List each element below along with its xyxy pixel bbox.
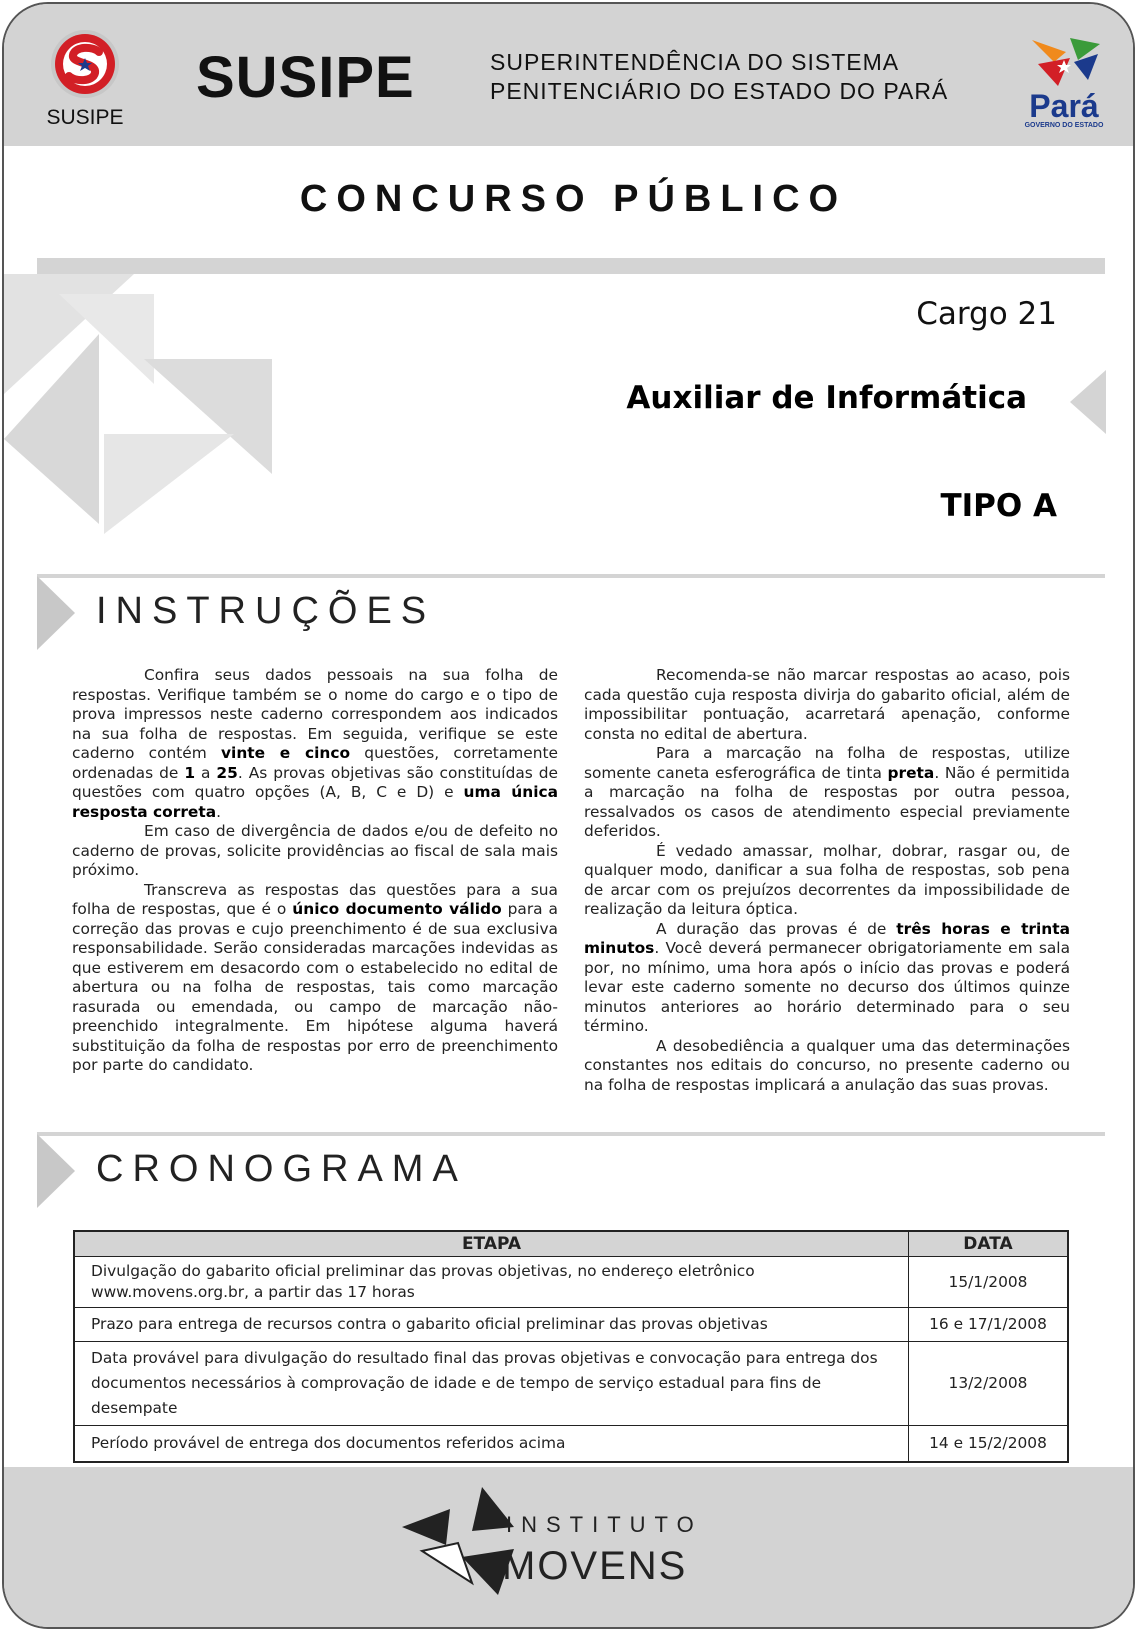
table-row [74, 1308, 1068, 1342]
table-row [74, 1257, 1068, 1308]
instructions-arrow-icon [37, 576, 77, 650]
brand-subtitle [490, 48, 948, 106]
data-cell: 15/1/2008 [909, 1257, 1069, 1308]
instruction-paragraph: Confira seus dados pessoais na sua folha de respostas. Verifique também se o nome do cargo e o tipo de prova impressos neste caderno correspondem aos indicados na sua folha de respostas. Em seguida, verifique se este caderno contém vinte e cinco questões, corretamente ordenadas de 1 a 25. As provas objetivas são constituídas de questões com quatro opções (A, B, C e D) e uma única resposta correta. [72, 666, 559, 821]
instruction-paragraph: Para a marcação na folha de respostas, utilize somente caneta esferográfica de tinta preta. Não é permitida a marcação na folha de respostas por outra pessoa, ressalvados os casos de atendimento especial previamente deferidos. [584, 744, 1070, 840]
footer-band [4, 1467, 1133, 1627]
etapa-cell: Período provável de entrega dos documentos referidos acima [74, 1426, 909, 1462]
subtitle-line-2: PENITENCIÁRIO DO ESTADO DO PARÁ [490, 78, 949, 104]
schedule-table [73, 1230, 1069, 1463]
cronograma-arrow-icon [37, 1134, 77, 1208]
column-header-etapa: ETAPA [74, 1231, 909, 1257]
data-cell: 13/2/2008 [909, 1342, 1069, 1426]
cargo-number: Cargo 21 [916, 296, 1057, 332]
para-logo [1014, 30, 1114, 130]
cargo-name: Auxiliar de Informática [626, 380, 1027, 416]
subtitle-line-1: SUPERINTENDÊNCIA DO SISTEMA [490, 49, 900, 75]
exam-type: TIPO A [940, 488, 1057, 524]
para-flag-icon [1014, 30, 1114, 90]
page-frame [2, 2, 1135, 1629]
logo-text-movens: MOVENS [502, 1544, 688, 1588]
data-cell: 14 e 15/2/2008 [909, 1426, 1069, 1462]
header-band [4, 4, 1133, 146]
page-title: CONCURSO PÚBLICO [299, 178, 848, 220]
table-row [74, 1342, 1068, 1426]
instructions-left-column [72, 666, 558, 1076]
decorative-pinwheel-icon [4, 274, 304, 544]
column-header-data: DATA [909, 1231, 1069, 1257]
title-divider [37, 258, 1105, 274]
instructions-divider [37, 574, 1105, 578]
etapa-cell: Prazo para entrega de recursos contra o gabarito oficial preliminar das provas objetivas [74, 1308, 909, 1342]
brand-name: SUSIPE [196, 45, 415, 110]
instituto-movens-logo [402, 1487, 722, 1597]
susipe-logo [37, 26, 133, 130]
instruction-paragraph: Transcreva as respostas das questões para a sua folha de respostas, que é o único documento válido para a correção das provas e cujo preenchimento é de sua exclusiva responsabilidade. Serão consideradas marcações indevidas as que estiverem em desacordo com o estabelecido no edital de abertura ou na folha de respostas, tais como marcação rasurada ou emendada, ou campo de marcação não-preenchido integralmente. Em hipótese alguma haverá substituição da folha de respostas por erro de preenchimento por parte do candidato. [72, 880, 558, 1074]
data-cell: 16 e 17/1/2008 [909, 1308, 1069, 1342]
para-logo-label: Pará [1029, 88, 1099, 124]
schedule-header-row [74, 1231, 1068, 1257]
instruction-paragraph: A duração das provas é de três horas e trinta minutos. Você deverá permanecer obrigatoriamente em sala por, no mínimo, uma hora após o início das provas e poderá levar este caderno somente no decurso dos últimos quinze minutos anteriores ao horário determinado para o seu término. [584, 919, 1070, 1035]
instruction-paragraph: Em caso de divergência de dados e/ou de defeito no caderno de provas, solicite providências ao fiscal de sala mais próximo. [72, 822, 558, 879]
instructions-heading: INSTRUÇÕES [96, 590, 436, 632]
cronograma-divider [37, 1132, 1105, 1136]
susipe-logo-label: SUSIPE [46, 106, 124, 129]
instruction-paragraph: É vedado amassar, molhar, dobrar, rasgar ou, de qualquer modo, danificar a sua folha de respostas, sob pena de arcar com os prejuízos decorrentes da impossibilidade de realização da leitura óptica. [584, 841, 1070, 918]
instruction-paragraph: A desobediência a qualquer uma das determinações constantes nos editais do concurso, no presente caderno ou na folha de respostas implicará a anulação das suas provas. [584, 1036, 1070, 1094]
cargo-arrow-icon [1070, 370, 1106, 434]
table-row [74, 1426, 1068, 1462]
cronograma-heading: CRONOGRAMA [96, 1148, 467, 1190]
instructions-right-column [584, 666, 1070, 1095]
instruction-paragraph: Recomenda-se não marcar respostas ao acaso, pois cada questão cuja resposta divirja do gabarito oficial, além de impossibilitar pontuação, acarretará apenação, conforme consta no edital de abertura. [584, 666, 1070, 743]
para-logo-sublabel: GOVERNO DO ESTADO [1024, 122, 1104, 129]
susipe-emblem-icon [37, 26, 133, 108]
etapa-cell: Divulgação do gabarito oficial preliminar das provas objetivas, no endereço eletrônico www.movens.org.br, a partir das 17 horas [74, 1257, 909, 1308]
logo-text-instituto: INSTITUTO [506, 1512, 703, 1537]
etapa-cell: Data provável para divulgação do resultado final das provas objetivas e convocação para entrega dos documentos necessários à comprovação de idade e de tempo de serviço estadual para fins de desempate [74, 1342, 909, 1426]
